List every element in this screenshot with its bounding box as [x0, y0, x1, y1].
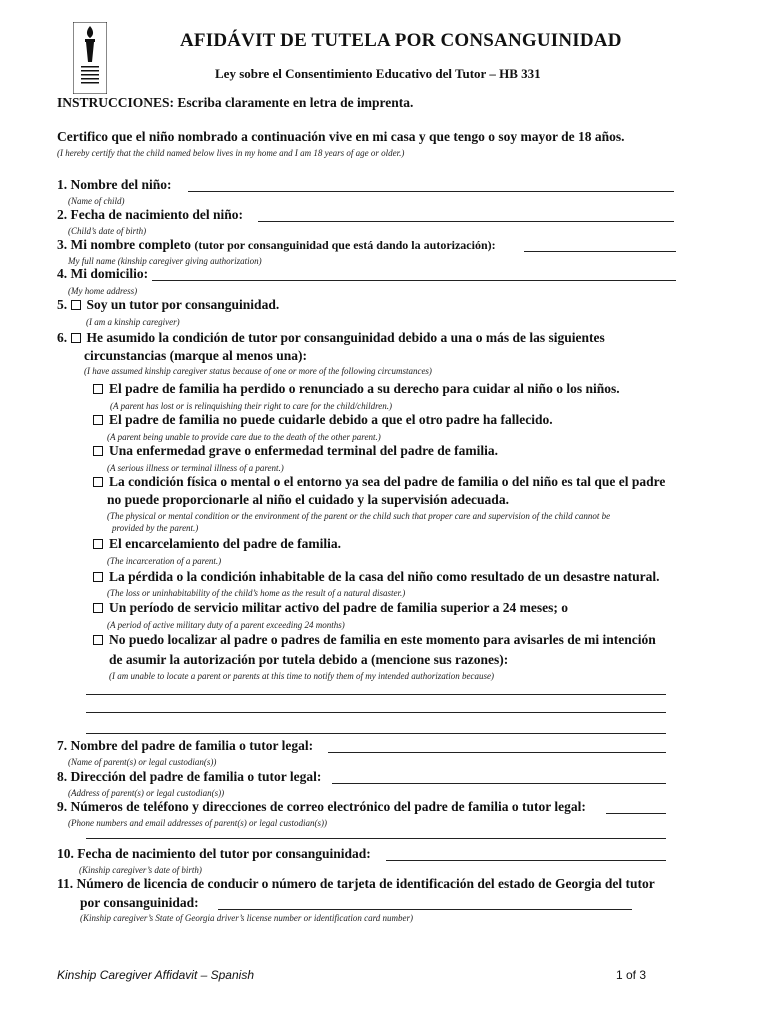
circumstance-checkbox-7[interactable] [93, 603, 103, 613]
field-1-label: 1. Nombre del niño: [57, 177, 172, 192]
circumstance-checkbox-5[interactable] [93, 539, 103, 549]
kinship-caregiver-checkbox[interactable] [71, 300, 81, 310]
circumstance-option-3: Una enfermedad grave o enfermedad terminal del padre de familia. [93, 443, 498, 459]
field-1-translation: (Name of child) [68, 196, 125, 206]
circumstance-option-8-cont: de asumir la autorización por tutela debido a (mencione sus razones): [109, 652, 509, 667]
circumstance-translation-7: (A period of active military duty of a parent exceeding 24 months) [107, 620, 345, 630]
field-2-translation: (Child’s date of birth) [68, 226, 147, 236]
certify-text: Certifico que el niño nombrado a continuación vive en mi casa y que tengo o soy mayor de 18 años. [57, 129, 625, 144]
parent-contact-line-2[interactable] [86, 838, 666, 839]
parent-name-input[interactable] [328, 752, 666, 753]
certify-translation: (I hereby certify that the child named below lives in my home and I am 18 years of age or older.) [57, 148, 405, 158]
circumstance-checkbox-2[interactable] [93, 415, 103, 425]
caregiver-dob-input[interactable] [386, 860, 666, 861]
field-6-translation: (I have assumed kinship caregiver status because of one or more of the following circumstances) [84, 366, 432, 376]
footer-document-name: Kinship Caregiver Affidavit – Spanish [57, 968, 254, 982]
field-10-label: 10. Fecha de nacimiento del tutor por consanguinidad: [57, 846, 371, 861]
page-title: AFIDÁVIT DE TUTELA POR CONSANGUINIDAD [180, 30, 622, 51]
caregiver-name-input[interactable] [524, 251, 676, 252]
circumstances-prompt-cont: circunstancias (marque al menos una): [84, 348, 308, 363]
circumstances-prompt: 6. He asumido la condición de tutor por consanguinidad debido a una o más de las siguientes [57, 330, 605, 345]
field-7-label: 7. Nombre del padre de familia o tutor legal: [57, 738, 314, 753]
field-11-label-cont: por consanguinidad: [80, 895, 199, 910]
reasons-line-3[interactable] [86, 733, 666, 734]
circumstances-checkbox[interactable] [71, 333, 81, 343]
circumstance-option-5: El encarcelamiento del padre de familia. [93, 536, 341, 552]
parent-address-input[interactable] [332, 783, 666, 784]
circumstance-translation-4: (The physical or mental condition or the environment of the parent or the child such that proper care and supervision of the child cannot be [107, 511, 611, 521]
field-5-translation: (I am a kinship caregiver) [86, 317, 180, 327]
circumstance-checkbox-6[interactable] [93, 572, 103, 582]
parent-contact-input[interactable] [606, 813, 666, 814]
page-number: 1 of 3 [616, 968, 647, 982]
circumstance-option-7: Un período de servicio militar activo del padre de familia superior a 24 meses; o [93, 600, 568, 616]
field-4-label: 4. Mi domicilio: [57, 266, 149, 281]
field-8-label: 8. Dirección del padre de familia o tutor legal: [57, 769, 322, 784]
circumstance-translation-1: (A parent has lost or is relinquishing their right to care for the child/children.) [110, 401, 392, 411]
circumstance-option-8: No puedo localizar al padre o padres de familia en este momento para avisarles de mi intención [93, 632, 656, 648]
field-11-label: 11. Número de licencia de conducir o número de tarjeta de identificación del estado de Georgia del tutor [57, 876, 655, 891]
field-9-label: 9. Números de teléfono y direcciones de correo electrónico del padre de familia o tutor legal: [57, 799, 586, 814]
circumstance-translation-4-cont: provided by the parent.) [112, 523, 199, 533]
field-3-label: 3. Mi nombre completo (tutor por consanguinidad que está dando la autorización): [57, 237, 496, 252]
field-11-translation: (Kinship caregiver’s State of Georgia driver’s license number or identification card number) [80, 913, 414, 923]
circumstance-option-6: La pérdida o la condición inhabitable de la casa del niño como resultado de un desastre natural. [93, 569, 659, 585]
reasons-line-2[interactable] [86, 712, 666, 713]
reasons-line-1[interactable] [86, 694, 666, 695]
field-4-translation: (My home address) [68, 286, 138, 296]
circumstance-translation-8: (I am unable to locate a parent or parents at this time to notify them of my intended authorization because) [109, 671, 495, 681]
child-name-input[interactable] [188, 191, 674, 192]
circumstance-checkbox-8[interactable] [93, 635, 103, 645]
circumstance-checkbox-4[interactable] [93, 477, 103, 487]
caregiver-license-input[interactable] [218, 909, 632, 910]
circumstance-translation-6: (The loss or uninhabitability of the child’s home as the result of a natural disaster.) [107, 588, 406, 598]
kinship-caregiver-option: 5. Soy un tutor por consanguinidad. [57, 297, 280, 312]
circumstance-translation-5: (The incarceration of a parent.) [107, 556, 222, 566]
circumstance-checkbox-3[interactable] [93, 446, 103, 456]
circumstance-option-1: El padre de familia ha perdido o renunciado a su derecho para cuidar al niño o los niños. [93, 381, 620, 397]
field-9-translation: (Phone numbers and email addresses of parent(s) or legal custodian(s)) [68, 818, 328, 828]
field-8-translation: (Address of parent(s) or legal custodian(s)) [68, 788, 225, 798]
circumstance-option-2: El padre de familia no puede cuidarle debido a que el otro padre ha fallecido. [93, 412, 553, 428]
field-2-label: 2. Fecha de nacimiento del niño: [57, 207, 243, 222]
child-dob-input[interactable] [258, 221, 674, 222]
instructions: INSTRUCCIONES: Escriba claramente en letra de imprenta. [57, 95, 414, 110]
circumstance-option-4: La condición física o mental o el entorno ya sea del padre de familia o del niño es tal que el padre [93, 474, 665, 490]
circumstance-translation-3: (A serious illness or terminal illness of a parent.) [107, 463, 284, 473]
circumstance-option-4-cont: no puede proporcionarle al niño el cuidado y la supervisión adecuada. [107, 492, 509, 507]
circumstance-checkbox-1[interactable] [93, 384, 103, 394]
field-7-translation: (Name of parent(s) or legal custodian(s)) [68, 757, 217, 767]
field-10-translation: (Kinship caregiver’s date of birth) [79, 865, 202, 875]
home-address-input[interactable] [152, 280, 676, 281]
field-3-translation: My full name (kinship caregiver giving authorization) [68, 256, 262, 266]
page-subtitle: Ley sobre el Consentimiento Educativo del Tutor – HB 331 [215, 66, 541, 81]
torch-seal-icon [73, 22, 107, 94]
circumstance-translation-2: (A parent being unable to provide care due to the death of the other parent.) [107, 432, 381, 442]
